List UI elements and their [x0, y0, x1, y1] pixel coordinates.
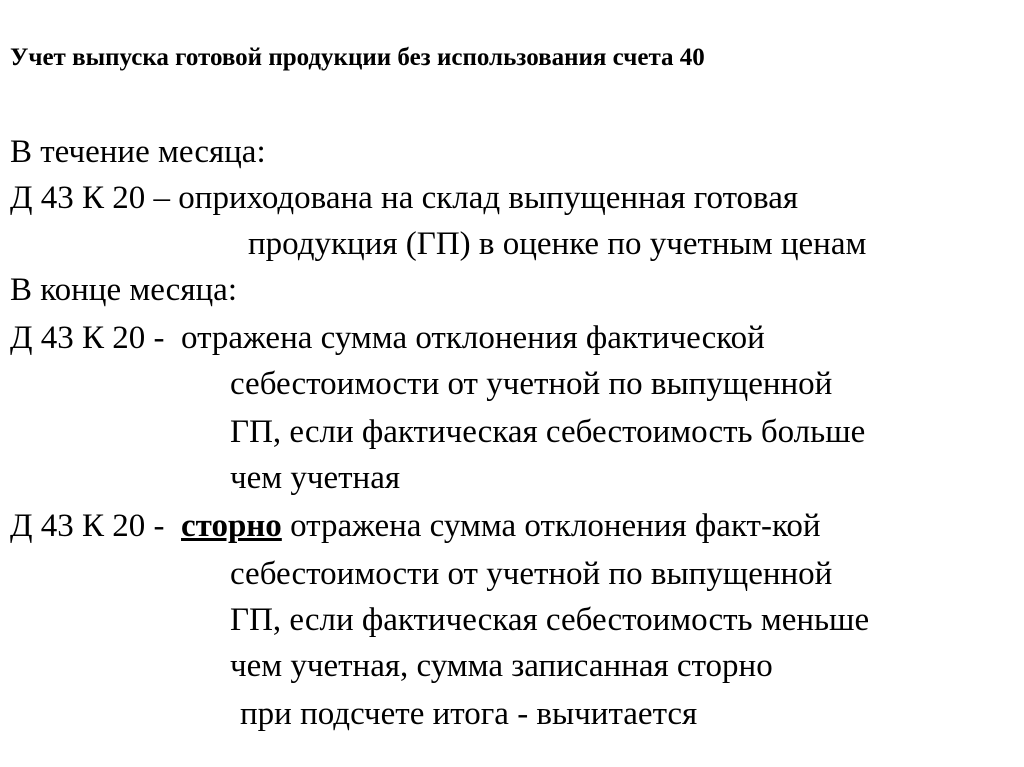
- entry1-row1: [10, 178, 798, 218]
- entry3-row1: [10, 506, 820, 546]
- page-title: Учет выпуска готовой продукции без использования счета 40: [10, 44, 705, 71]
- entry2-text-line3: ГП, если фактическая себестоимость больше: [230, 414, 866, 450]
- entry1-text-line2: продукция (ГП) в оценке по учетным ценам: [248, 226, 867, 262]
- during-month-heading: В течение месяца:: [10, 134, 266, 170]
- entry3-text-line4: чем учетная, сумма записанная сторно: [230, 648, 773, 684]
- entry3-code: Д 43 К 20 -: [10, 508, 165, 544]
- entry2-row1: [10, 318, 765, 358]
- entry3-text-line3: ГП, если фактическая себестоимость меньше: [230, 602, 870, 638]
- entry1-code: Д 43 К 20 –: [10, 180, 171, 216]
- entry1-text-line1: оприходована на склад выпущенная готовая: [178, 180, 799, 216]
- entry3-text-line5: при подсчете итога - вычитается: [240, 696, 698, 732]
- entry2-text-line2: себестоимости от учетной по выпущенной: [230, 366, 833, 402]
- entry2-text-line4: чем учетная: [230, 460, 401, 496]
- entry2-text-line1: отражена сумма отклонения фактической: [181, 320, 765, 356]
- storno-label: сторно: [181, 508, 282, 544]
- entry2-code: Д 43 К 20 -: [10, 320, 165, 356]
- entry3-text-line2: себестоимости от учетной по выпущенной: [230, 556, 833, 592]
- end-month-heading: В конце месяца:: [10, 272, 237, 308]
- entry3-text-line1: отражена сумма отклонения факт-кой: [290, 508, 821, 544]
